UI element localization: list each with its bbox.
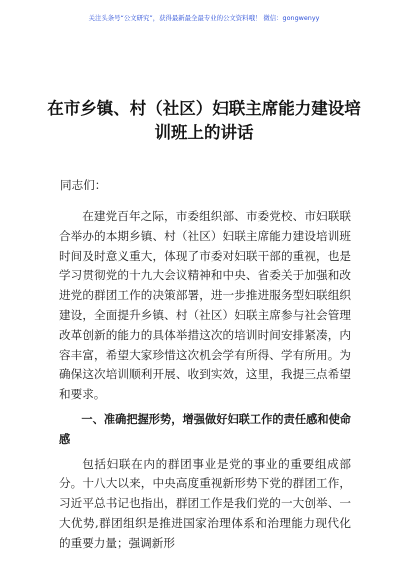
greeting: 同志们： <box>60 178 107 192</box>
paragraph-section-1: 包括妇联在内的群团事业是党的事业的重要组成部分。十八大以来，中央高度重视新形势下党的群团工作，习近平总书记也指出，群团工作是我们党的一大创举、一大优势,群团组织是推进国家治理体系和治理能力现代化的重要力量；强调新形 <box>59 456 351 550</box>
section-heading: 一、准确把握形势，增强做好妇联工作的责任感和使命感 <box>59 412 351 446</box>
document-title: 在市乡镇、村（社区）妇联主席能力建设培训班上的讲话 <box>47 99 361 142</box>
document-body <box>59 207 351 554</box>
header-notice: 关注头条号“公文研究”，获得最新最全最专业的公文资料哦！ 微信：gongwenyy <box>88 14 320 22</box>
paragraph-intro: 在建党百年之际，市委组织部、市委党校、市妇联联合举办的本期乡镇、村（社区）妇联主席能力建设培训班时间及时意义重大，体现了市委对妇联干部的重视，也是学习贯彻党的十九大会议精神和中央、省委关于加强和改进党的群团工作的决策部署，进一步推进服务型妇联组织建设，全面提升乡镇、村（社区）妇联主席参与社会管理改革创新的能力的具体举措这次的培训时间安排紧凑，内容丰富，希望大家珍惜这次机会学有所得、学有所用。为确保这次培训顺利开展、收到实效，这里，我提三点希望和要求。 <box>59 209 351 402</box>
